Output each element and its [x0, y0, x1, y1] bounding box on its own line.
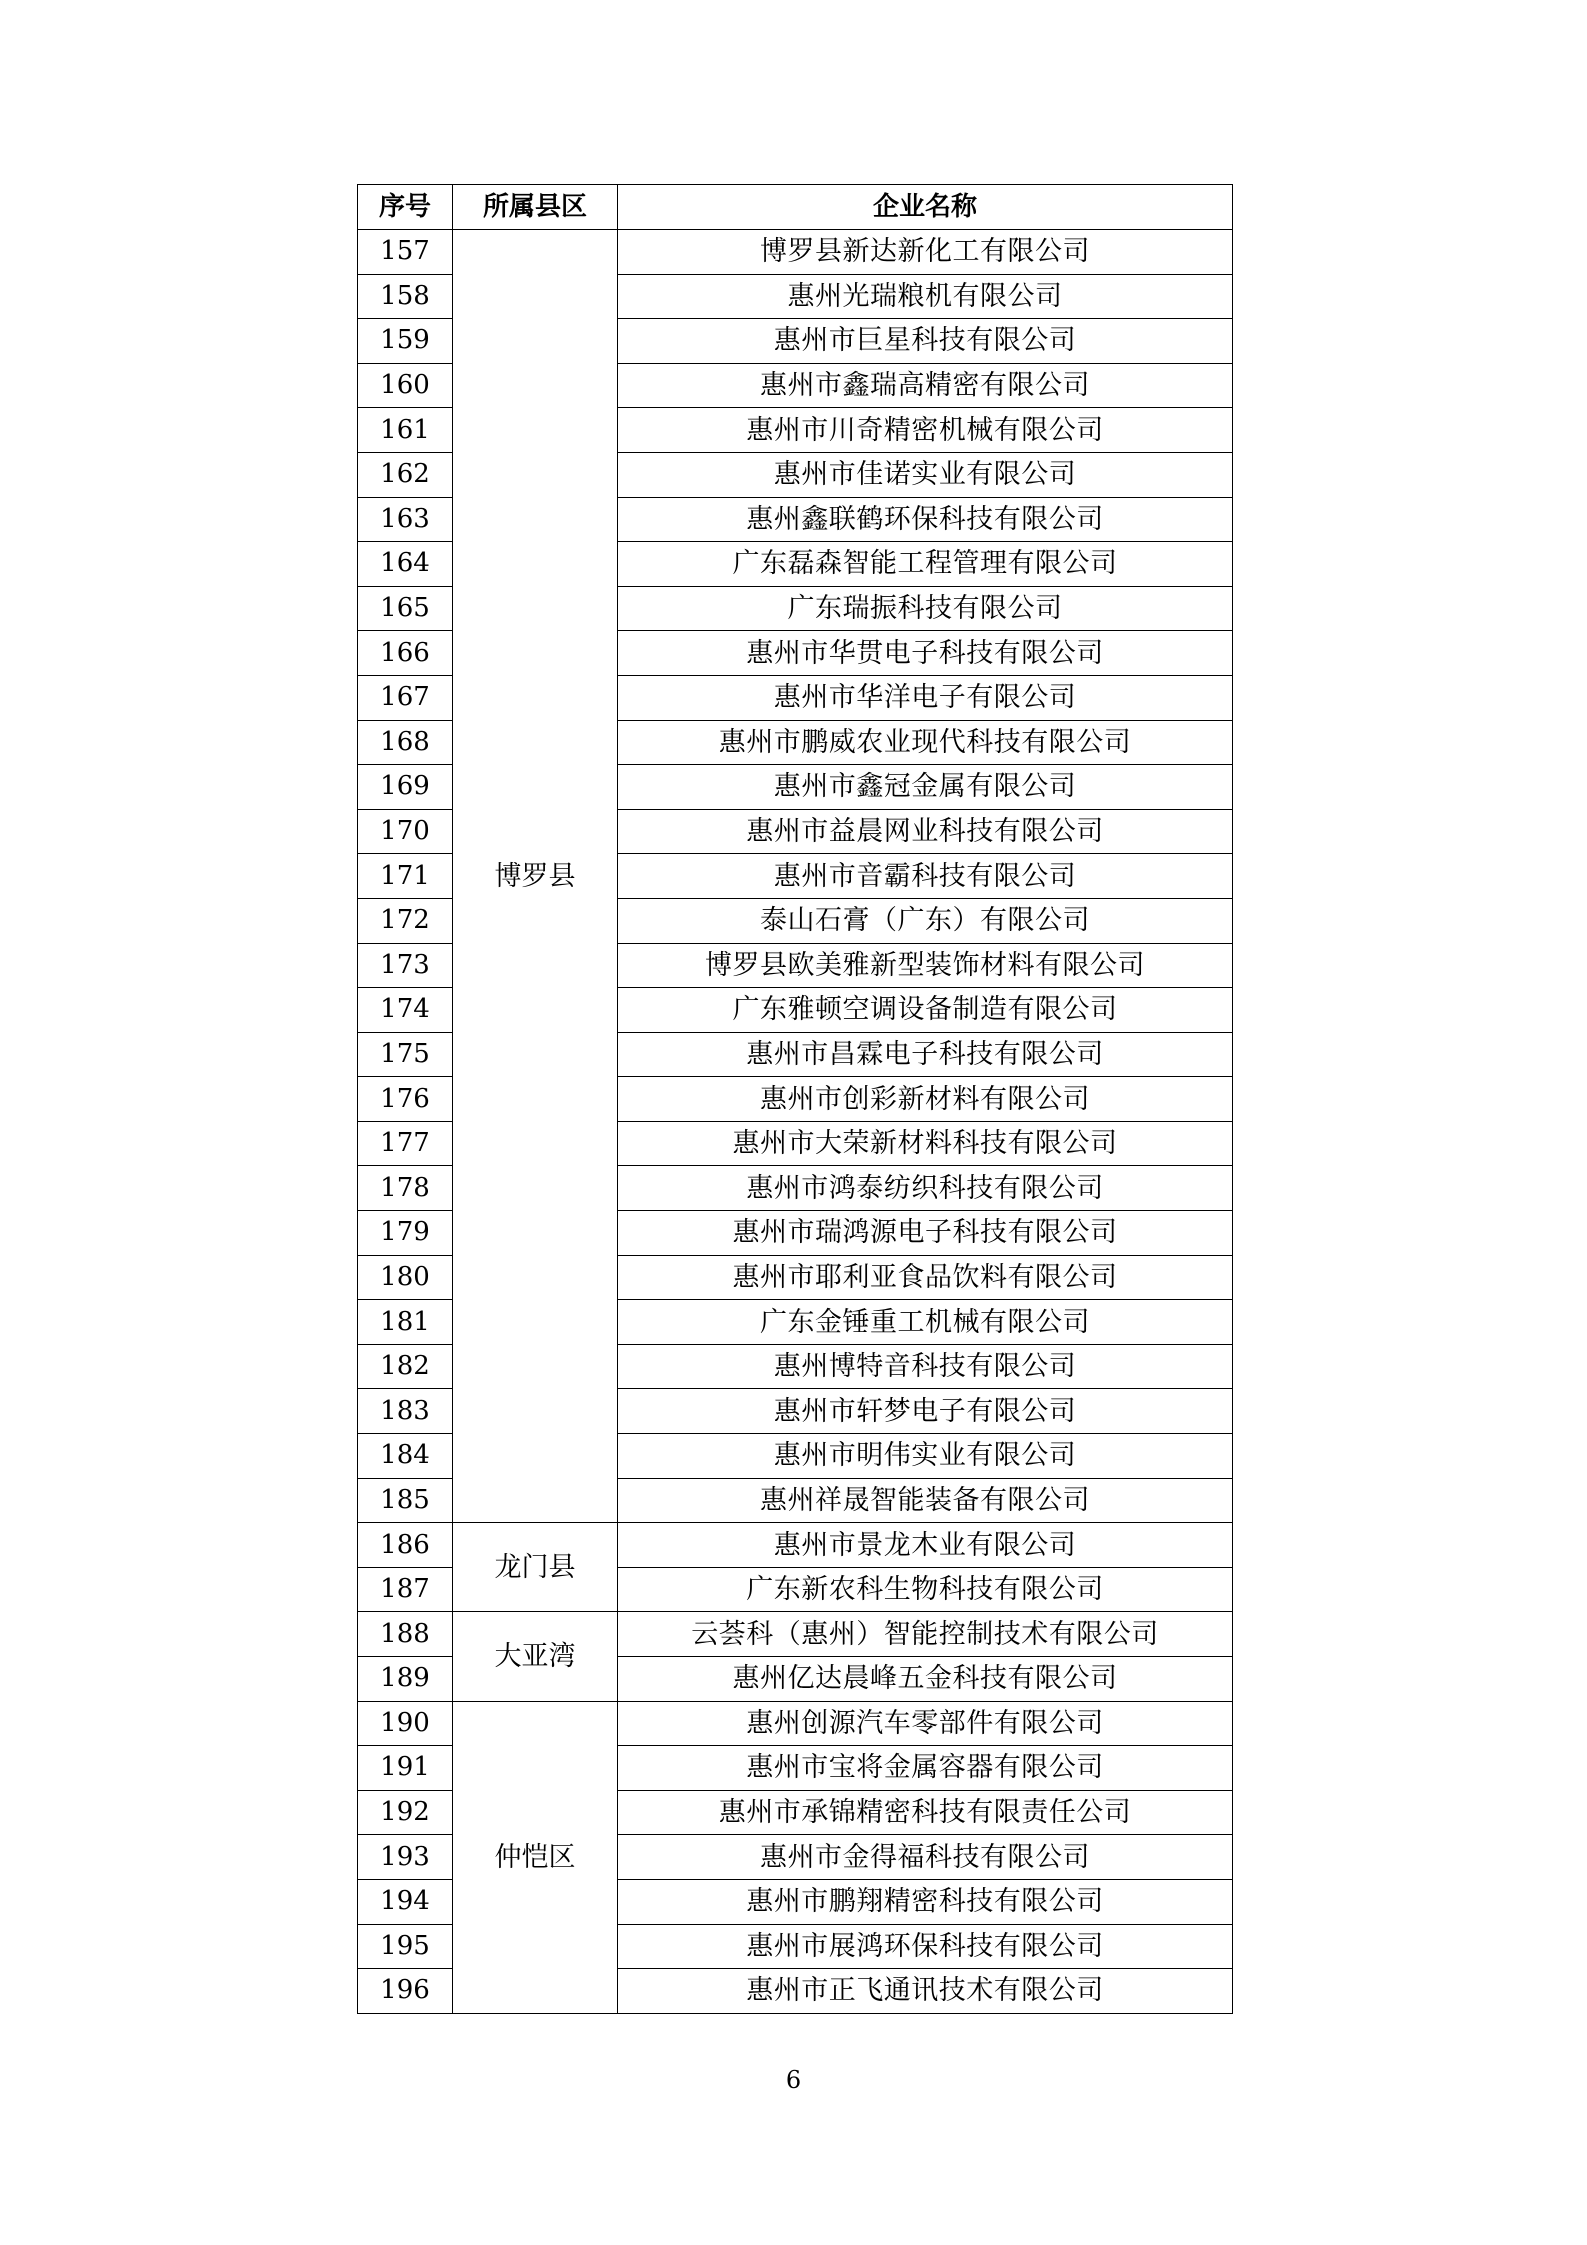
company-name: 惠州市创彩新材料有限公司: [618, 1077, 1233, 1122]
header-index: 序号: [358, 185, 453, 230]
row-index: 178: [358, 1166, 453, 1211]
company-name: 惠州市佳诺实业有限公司: [618, 452, 1233, 497]
company-name: 惠州市耶利亚食品饮料有限公司: [618, 1255, 1233, 1300]
row-index: 195: [358, 1924, 453, 1969]
table-header-row: [358, 185, 1233, 230]
company-name: 云荟科（惠州）智能控制技术有限公司: [618, 1612, 1233, 1657]
row-index: 159: [358, 319, 453, 364]
row-index: 187: [358, 1567, 453, 1612]
table-row: [358, 1612, 1233, 1657]
company-name: 惠州市华洋电子有限公司: [618, 675, 1233, 720]
company-name: 惠州市轩梦电子有限公司: [618, 1389, 1233, 1434]
company-name: 惠州鑫联鹤环保科技有限公司: [618, 497, 1233, 542]
row-index: 157: [358, 230, 453, 275]
county-cell: 大亚湾: [453, 1612, 618, 1701]
company-name: 惠州光瑞粮机有限公司: [618, 274, 1233, 319]
company-name: 惠州创源汽车零部件有限公司: [618, 1701, 1233, 1746]
table-row: [358, 1523, 1233, 1568]
company-name: 惠州祥晟智能装备有限公司: [618, 1478, 1233, 1523]
company-name: 广东金锤重工机械有限公司: [618, 1300, 1233, 1345]
page-number: 6: [785, 2066, 802, 2094]
row-index: 170: [358, 809, 453, 854]
row-index: 186: [358, 1523, 453, 1568]
company-name: 惠州市鹏翔精密科技有限公司: [618, 1879, 1233, 1924]
row-index: 192: [358, 1790, 453, 1835]
row-index: 160: [358, 363, 453, 408]
row-index: 169: [358, 765, 453, 810]
row-index: 191: [358, 1746, 453, 1791]
company-name: 惠州市大荣新材料科技有限公司: [618, 1121, 1233, 1166]
company-name: 广东新农科生物科技有限公司: [618, 1567, 1233, 1612]
company-name: 惠州市昌霖电子科技有限公司: [618, 1032, 1233, 1077]
company-name: 惠州市景龙木业有限公司: [618, 1523, 1233, 1568]
row-index: 158: [358, 274, 453, 319]
row-index: 194: [358, 1879, 453, 1924]
company-name: 广东磊森智能工程管理有限公司: [618, 542, 1233, 587]
company-name: 博罗县欧美雅新型装饰材料有限公司: [618, 943, 1233, 988]
row-index: 168: [358, 720, 453, 765]
row-index: 171: [358, 854, 453, 899]
table-body: [358, 230, 1233, 2014]
row-index: 185: [358, 1478, 453, 1523]
row-index: 196: [358, 1969, 453, 2014]
row-index: 165: [358, 586, 453, 631]
row-index: 166: [358, 631, 453, 676]
row-index: 167: [358, 675, 453, 720]
county-cell: 龙门县: [453, 1523, 618, 1612]
company-name: 惠州市鹏威农业现代科技有限公司: [618, 720, 1233, 765]
company-name: 惠州市正飞通讯技术有限公司: [618, 1969, 1233, 2014]
row-index: 190: [358, 1701, 453, 1746]
row-index: 163: [358, 497, 453, 542]
row-index: 183: [358, 1389, 453, 1434]
company-name: 惠州市鑫瑞高精密有限公司: [618, 363, 1233, 408]
county-cell: 仲恺区: [453, 1701, 618, 2013]
row-index: 174: [358, 988, 453, 1033]
company-name: 惠州市瑞鸿源电子科技有限公司: [618, 1211, 1233, 1256]
row-index: 181: [358, 1300, 453, 1345]
company-name: 惠州市益晨网业科技有限公司: [618, 809, 1233, 854]
row-index: 188: [358, 1612, 453, 1657]
company-name: 惠州市华贯电子科技有限公司: [618, 631, 1233, 676]
company-name: 惠州市音霸科技有限公司: [618, 854, 1233, 899]
company-name: 惠州市明伟实业有限公司: [618, 1434, 1233, 1479]
company-name: 广东瑞振科技有限公司: [618, 586, 1233, 631]
company-name: 惠州市川奇精密机械有限公司: [618, 408, 1233, 453]
company-name: 惠州市展鸿环保科技有限公司: [618, 1924, 1233, 1969]
row-index: 162: [358, 452, 453, 497]
header-company: 企业名称: [618, 185, 1233, 230]
company-name: 惠州市鑫冠金属有限公司: [618, 765, 1233, 810]
row-index: 193: [358, 1835, 453, 1880]
company-name: 惠州市鸿泰纺织科技有限公司: [618, 1166, 1233, 1211]
company-list-table: [357, 184, 1233, 2014]
county-cell: 博罗县: [453, 230, 618, 1523]
row-index: 172: [358, 898, 453, 943]
row-index: 161: [358, 408, 453, 453]
row-index: 176: [358, 1077, 453, 1122]
row-index: 184: [358, 1434, 453, 1479]
table-row: [358, 1701, 1233, 1746]
row-index: 179: [358, 1211, 453, 1256]
header-county: 所属县区: [453, 185, 618, 230]
company-name: 惠州市承锦精密科技有限责任公司: [618, 1790, 1233, 1835]
company-name: 惠州市金得福科技有限公司: [618, 1835, 1233, 1880]
table-row: [358, 230, 1233, 275]
row-index: 182: [358, 1344, 453, 1389]
company-name: 惠州市巨星科技有限公司: [618, 319, 1233, 364]
row-index: 173: [358, 943, 453, 988]
company-name: 惠州市宝将金属容器有限公司: [618, 1746, 1233, 1791]
company-name: 博罗县新达新化工有限公司: [618, 230, 1233, 275]
company-name: 泰山石膏（广东）有限公司: [618, 898, 1233, 943]
company-name: 惠州博特音科技有限公司: [618, 1344, 1233, 1389]
company-name: 广东雅顿空调设备制造有限公司: [618, 988, 1233, 1033]
row-index: 177: [358, 1121, 453, 1166]
company-name: 惠州亿达晨峰五金科技有限公司: [618, 1657, 1233, 1702]
row-index: 175: [358, 1032, 453, 1077]
row-index: 164: [358, 542, 453, 587]
row-index: 189: [358, 1657, 453, 1702]
row-index: 180: [358, 1255, 453, 1300]
